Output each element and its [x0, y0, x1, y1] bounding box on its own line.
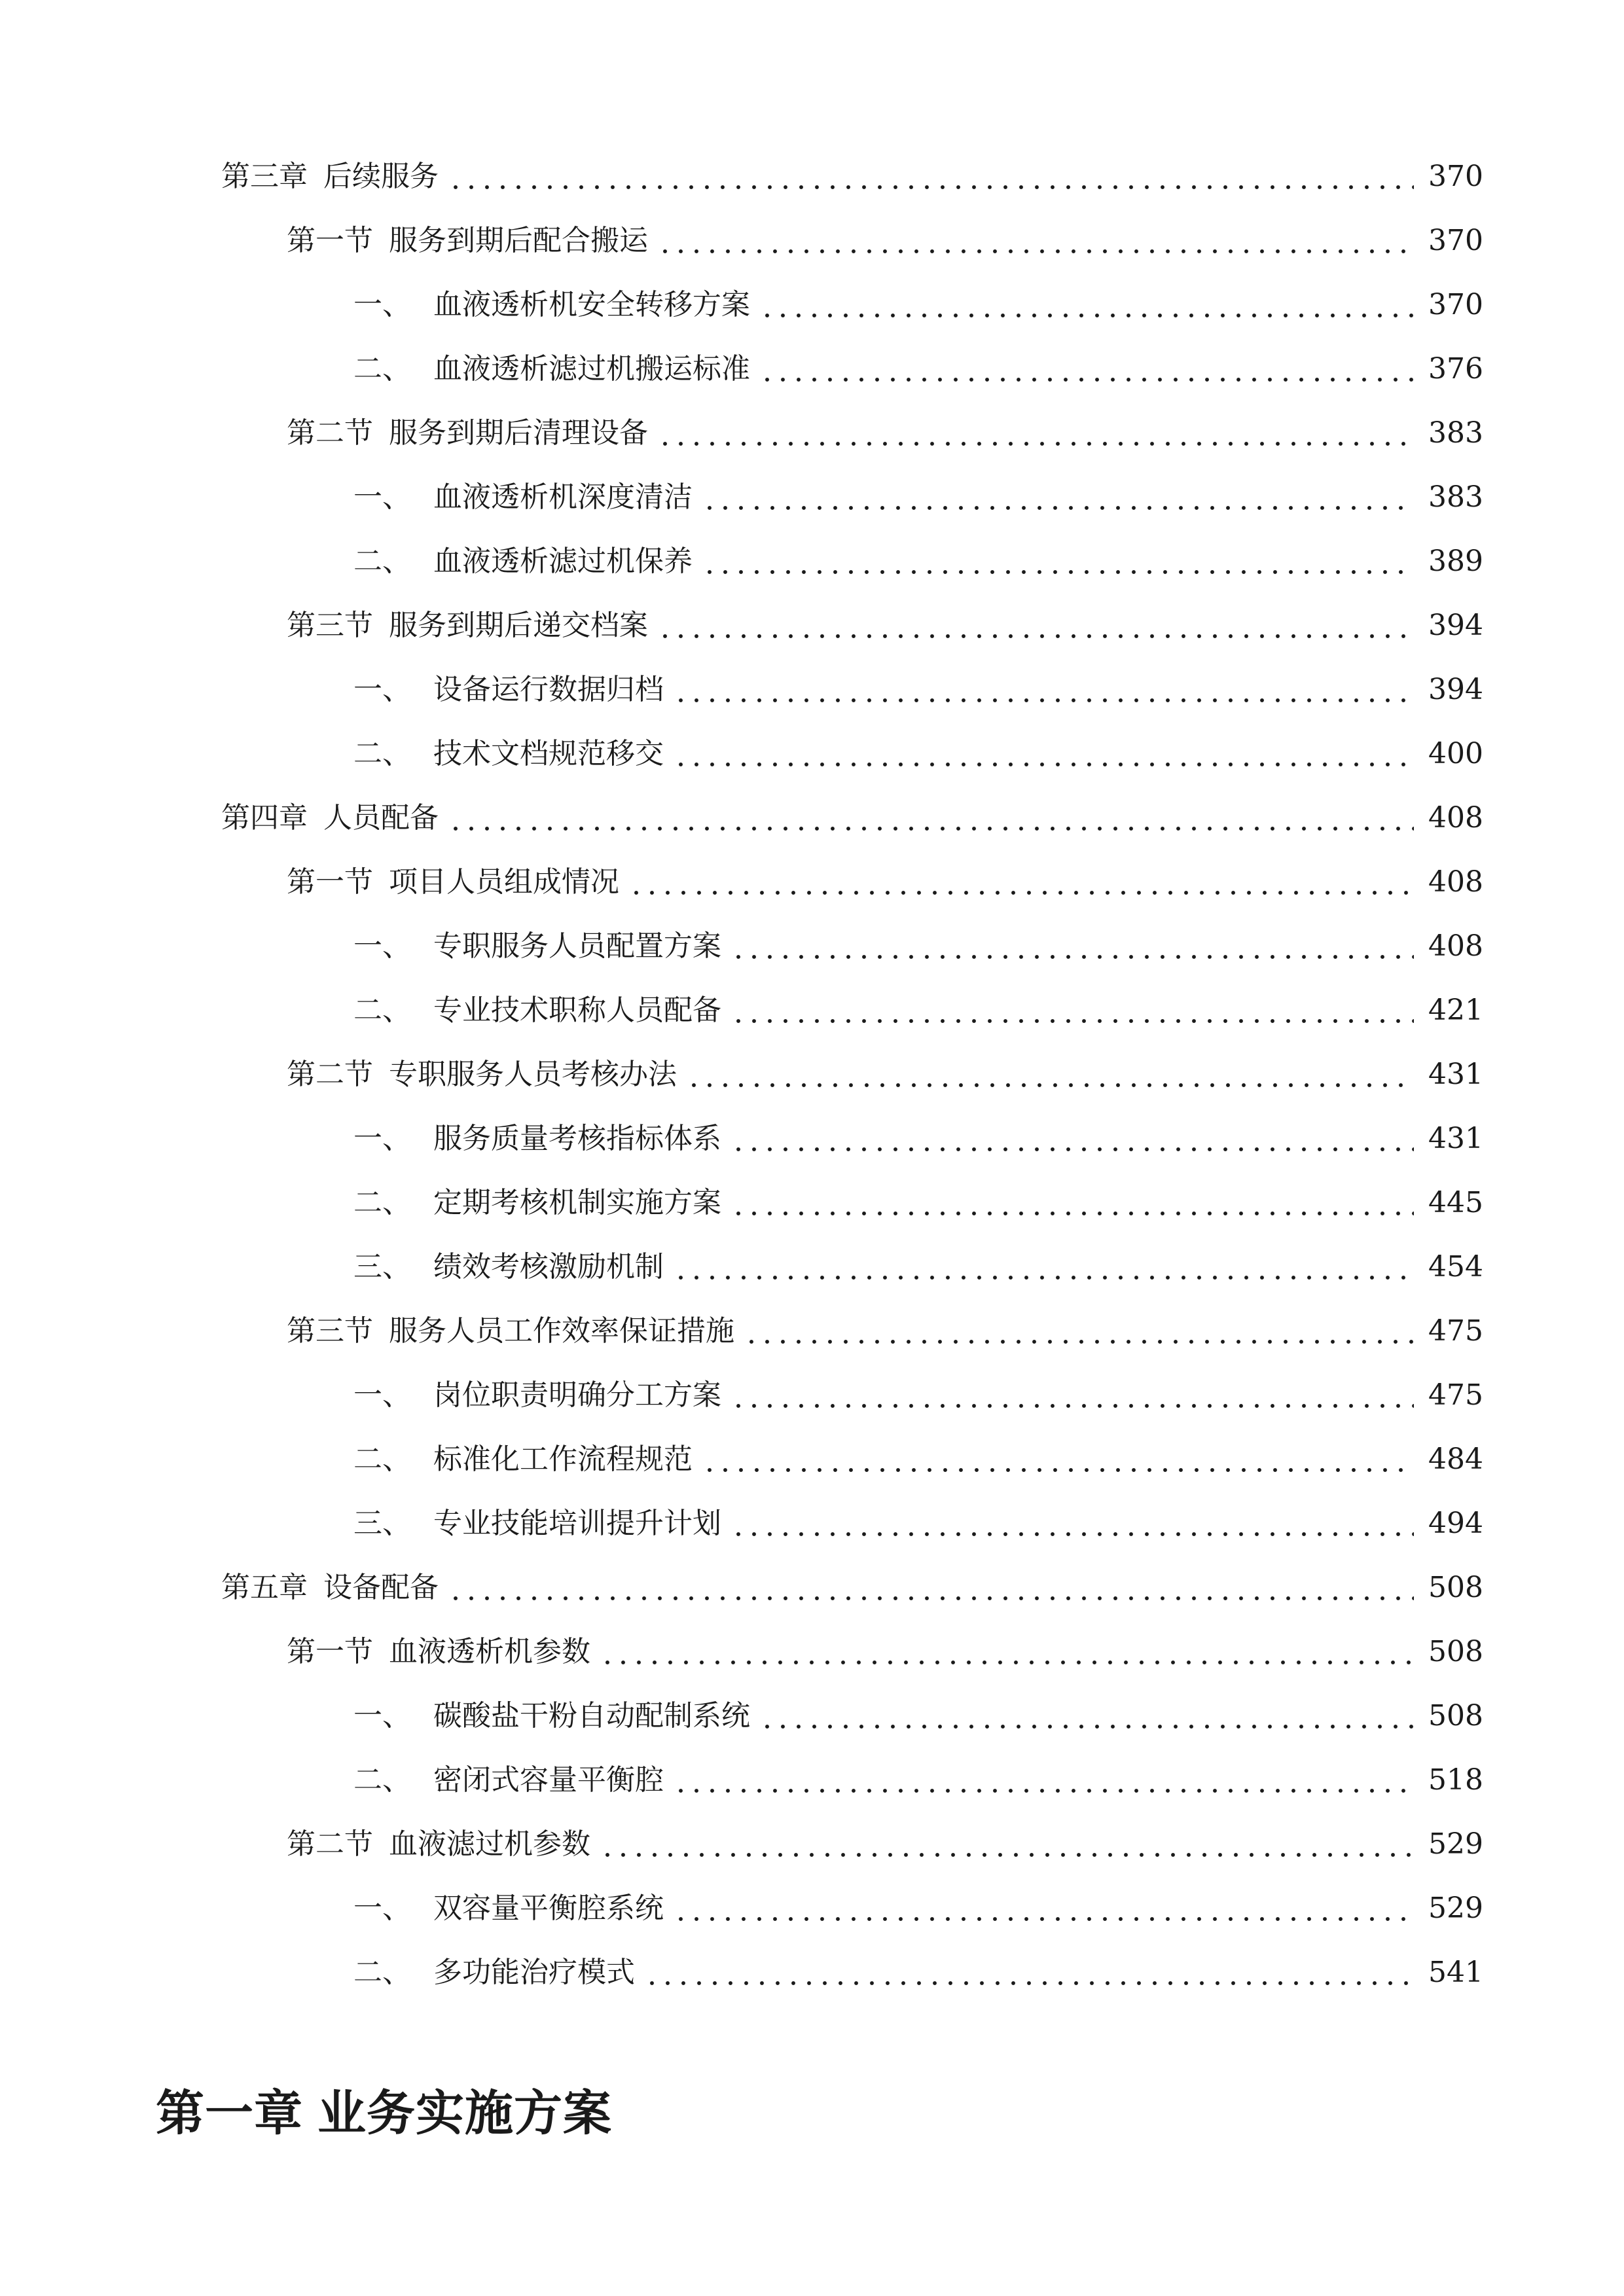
toc-entry-page: 508: [1428, 1571, 1483, 1604]
toc-entry[interactable]: [0, 1492, 1624, 1556]
toc-entry-page: 484: [1428, 1443, 1483, 1476]
toc-entry-title: 服务人员工作效率保证措施: [389, 1314, 734, 1348]
toc-dot-leader: [731, 1189, 1414, 1217]
toc-entry-page: 394: [1428, 673, 1483, 706]
toc-entry-page: 454: [1428, 1250, 1483, 1283]
toc-entry[interactable]: [0, 1171, 1624, 1235]
toc-entry[interactable]: [0, 1427, 1624, 1492]
toc-entry-page: 518: [1428, 1763, 1483, 1797]
toc-entry[interactable]: [0, 658, 1624, 722]
toc-entry-number: 一、: [353, 1892, 411, 1925]
toc-entry[interactable]: [0, 1363, 1624, 1427]
toc-entry-number: 第二节: [287, 1827, 373, 1861]
toc-entry[interactable]: [0, 850, 1624, 914]
toc-entry[interactable]: [0, 1684, 1624, 1748]
toc-dot-leader: [673, 1894, 1414, 1923]
toc-entry-page: 370: [1428, 288, 1483, 321]
toc-entry-page: 394: [1428, 609, 1483, 642]
toc-entry-title: 定期考核机制实施方案: [433, 1186, 721, 1219]
toc-entry[interactable]: [0, 337, 1624, 401]
toc-dot-leader: [600, 1830, 1414, 1859]
toc-entry-number: 第五章: [221, 1571, 308, 1604]
toc-dot-leader: [657, 226, 1414, 255]
toc-entry-title: 绩效考核激励机制: [433, 1250, 664, 1283]
chapter-heading-title: 业务实施方案: [317, 2085, 612, 2142]
toc-entry[interactable]: [0, 529, 1624, 594]
toc-dot-leader: [731, 1509, 1414, 1538]
toc-entry-number: 二、: [353, 1443, 411, 1476]
toc-entry-title: 岗位职责明确分工方案: [433, 1378, 721, 1412]
toc-dot-leader: [702, 483, 1414, 512]
toc-entry[interactable]: [0, 401, 1624, 465]
toc-dot-leader: [702, 1445, 1414, 1474]
toc-entry-page: 400: [1428, 737, 1483, 770]
toc-entry-title: 服务到期后递交档案: [389, 609, 648, 642]
toc-entry-page: 508: [1428, 1699, 1483, 1732]
toc-entry[interactable]: [0, 978, 1624, 1043]
toc-entry-page: 494: [1428, 1507, 1483, 1540]
toc-dot-leader: [686, 1060, 1414, 1089]
toc-entry-title: 后续服务: [323, 160, 439, 193]
toc-entry-page: 475: [1428, 1314, 1483, 1348]
toc-dot-leader: [448, 1573, 1414, 1602]
toc-entry-number: 一、: [353, 1122, 411, 1155]
toc-dot-leader: [759, 291, 1414, 319]
toc-entry-title: 密闭式容量平衡腔: [433, 1763, 664, 1797]
toc-entry-title: 血液滤过机参数: [389, 1827, 590, 1861]
toc-entry[interactable]: [0, 145, 1624, 209]
toc-entry-number: 第一节: [287, 224, 373, 257]
toc-entry-page: 408: [1428, 865, 1483, 899]
toc-entry[interactable]: [0, 594, 1624, 658]
toc-entry-number: 第三节: [287, 609, 373, 642]
toc-entry-page: 383: [1428, 416, 1483, 450]
toc-entry-page: 370: [1428, 160, 1483, 193]
toc-entry-title: 专业技术职称人员配备: [433, 994, 721, 1027]
toc-entry-page: 383: [1428, 480, 1483, 514]
toc-dot-leader: [673, 1766, 1414, 1795]
toc-entry-number: 二、: [353, 545, 411, 578]
toc-entry-number: 一、: [353, 929, 411, 963]
toc-dot-leader: [600, 1638, 1414, 1666]
toc-entry-title: 项目人员组成情况: [389, 865, 619, 899]
toc-entry[interactable]: [0, 1812, 1624, 1876]
toc-entry-title: 服务到期后配合搬运: [389, 224, 648, 257]
toc-entry-page: 370: [1428, 224, 1483, 257]
toc-entry[interactable]: [0, 1620, 1624, 1684]
toc-entry-title: 双容量平衡腔系统: [433, 1892, 664, 1925]
toc-entry-page: 475: [1428, 1378, 1483, 1412]
toc-entry[interactable]: [0, 1556, 1624, 1620]
toc-entry-page: 508: [1428, 1635, 1483, 1668]
toc-entry-number: 二、: [353, 994, 411, 1027]
toc-entry-number: 一、: [353, 673, 411, 706]
toc-entry-title: 设备配备: [323, 1571, 439, 1604]
toc-entry-number: 第三节: [287, 1314, 373, 1348]
toc-dot-leader: [673, 1253, 1414, 1282]
toc-entry[interactable]: [0, 1043, 1624, 1107]
toc-dot-leader: [448, 804, 1414, 833]
toc-entry-title: 专职服务人员配置方案: [433, 929, 721, 963]
toc-entry[interactable]: [0, 1941, 1624, 2005]
toc-entry-title: 专职服务人员考核办法: [389, 1058, 677, 1091]
toc-dot-leader: [731, 1381, 1414, 1410]
toc-dot-leader: [673, 740, 1414, 768]
toc-entry-page: 529: [1428, 1827, 1483, 1861]
toc-entry-number: 二、: [353, 1956, 411, 1989]
toc-entry-number: 二、: [353, 1186, 411, 1219]
table-of-contents: [0, 145, 1624, 2005]
toc-entry-number: 三、: [353, 1250, 411, 1283]
toc-entry-number: 第四章: [221, 801, 308, 834]
toc-dot-leader: [731, 1124, 1414, 1153]
toc-entry-title: 血液透析机参数: [389, 1635, 590, 1668]
toc-entry-title: 血液透析机安全转移方案: [433, 288, 750, 321]
toc-entry-title: 设备运行数据归档: [433, 673, 664, 706]
chapter-heading: [156, 2075, 612, 2144]
toc-entry-number: 第二节: [287, 1058, 373, 1091]
toc-entry[interactable]: [0, 1235, 1624, 1299]
toc-entry[interactable]: [0, 209, 1624, 273]
toc-entry-number: 一、: [353, 288, 411, 321]
toc-entry-page: 389: [1428, 545, 1483, 578]
toc-dot-leader: [673, 675, 1414, 704]
toc-dot-leader: [657, 419, 1414, 448]
chapter-heading-number: 第一章: [156, 2085, 303, 2142]
toc-entry-title: 服务到期后清理设备: [389, 416, 648, 450]
toc-entry[interactable]: [0, 273, 1624, 337]
toc-entry-number: 二、: [353, 737, 411, 770]
toc-entry-page: 376: [1428, 352, 1483, 386]
toc-entry-page: 408: [1428, 929, 1483, 963]
toc-dot-leader: [731, 996, 1414, 1025]
toc-entry[interactable]: [0, 1876, 1624, 1941]
toc-entry-number: 二、: [353, 1763, 411, 1797]
toc-entry-title: 碳酸盐干粉自动配制系统: [433, 1699, 750, 1732]
toc-entry-title: 人员配备: [323, 801, 439, 834]
toc-entry[interactable]: [0, 914, 1624, 978]
toc-entry-title: 标准化工作流程规范: [433, 1443, 693, 1476]
toc-entry-number: 第一节: [287, 865, 373, 899]
toc-dot-leader: [759, 1702, 1414, 1731]
toc-entry-page: 408: [1428, 801, 1483, 834]
toc-entry-page: 529: [1428, 1892, 1483, 1925]
toc-entry-number: 一、: [353, 1378, 411, 1412]
toc-dot-leader: [657, 611, 1414, 640]
toc-entry[interactable]: [0, 786, 1624, 850]
toc-entry-page: 445: [1428, 1186, 1483, 1219]
toc-entry-page: 431: [1428, 1058, 1483, 1091]
toc-dot-leader: [731, 932, 1414, 961]
toc-entry-page: 541: [1428, 1956, 1483, 1989]
toc-entry-title: 血液透析机深度清洁: [433, 480, 693, 514]
toc-entry-number: 一、: [353, 480, 411, 514]
toc-entry[interactable]: [0, 1107, 1624, 1171]
toc-entry-title: 血液透析滤过机保养: [433, 545, 693, 578]
toc-entry-title: 专业技能培训提升计划: [433, 1507, 721, 1540]
toc-entry-title: 血液透析滤过机搬运标准: [433, 352, 750, 386]
toc-entry-number: 第一节: [287, 1635, 373, 1668]
toc-dot-leader: [448, 162, 1414, 191]
toc-entry-page: 431: [1428, 1122, 1483, 1155]
toc-entry-number: 二、: [353, 352, 411, 386]
toc-entry[interactable]: [0, 1748, 1624, 1812]
toc-dot-leader: [702, 547, 1414, 576]
toc-dot-leader: [744, 1317, 1414, 1346]
toc-entry[interactable]: [0, 465, 1624, 529]
toc-entry-title: 多功能治疗模式: [433, 1956, 635, 1989]
toc-entry-title: 技术文档规范移交: [433, 737, 664, 770]
toc-entry[interactable]: [0, 1299, 1624, 1363]
toc-entry-number: 一、: [353, 1699, 411, 1732]
toc-entry-page: 421: [1428, 994, 1483, 1027]
toc-entry-number: 第二节: [287, 416, 373, 450]
toc-dot-leader: [644, 1958, 1414, 1987]
toc-entry[interactable]: [0, 722, 1624, 786]
toc-entry-title: 服务质量考核指标体系: [433, 1122, 721, 1155]
toc-dot-leader: [628, 868, 1414, 897]
toc-entry-number: 三、: [353, 1507, 411, 1540]
toc-dot-leader: [759, 355, 1414, 384]
toc-entry-number: 第三章: [221, 160, 308, 193]
